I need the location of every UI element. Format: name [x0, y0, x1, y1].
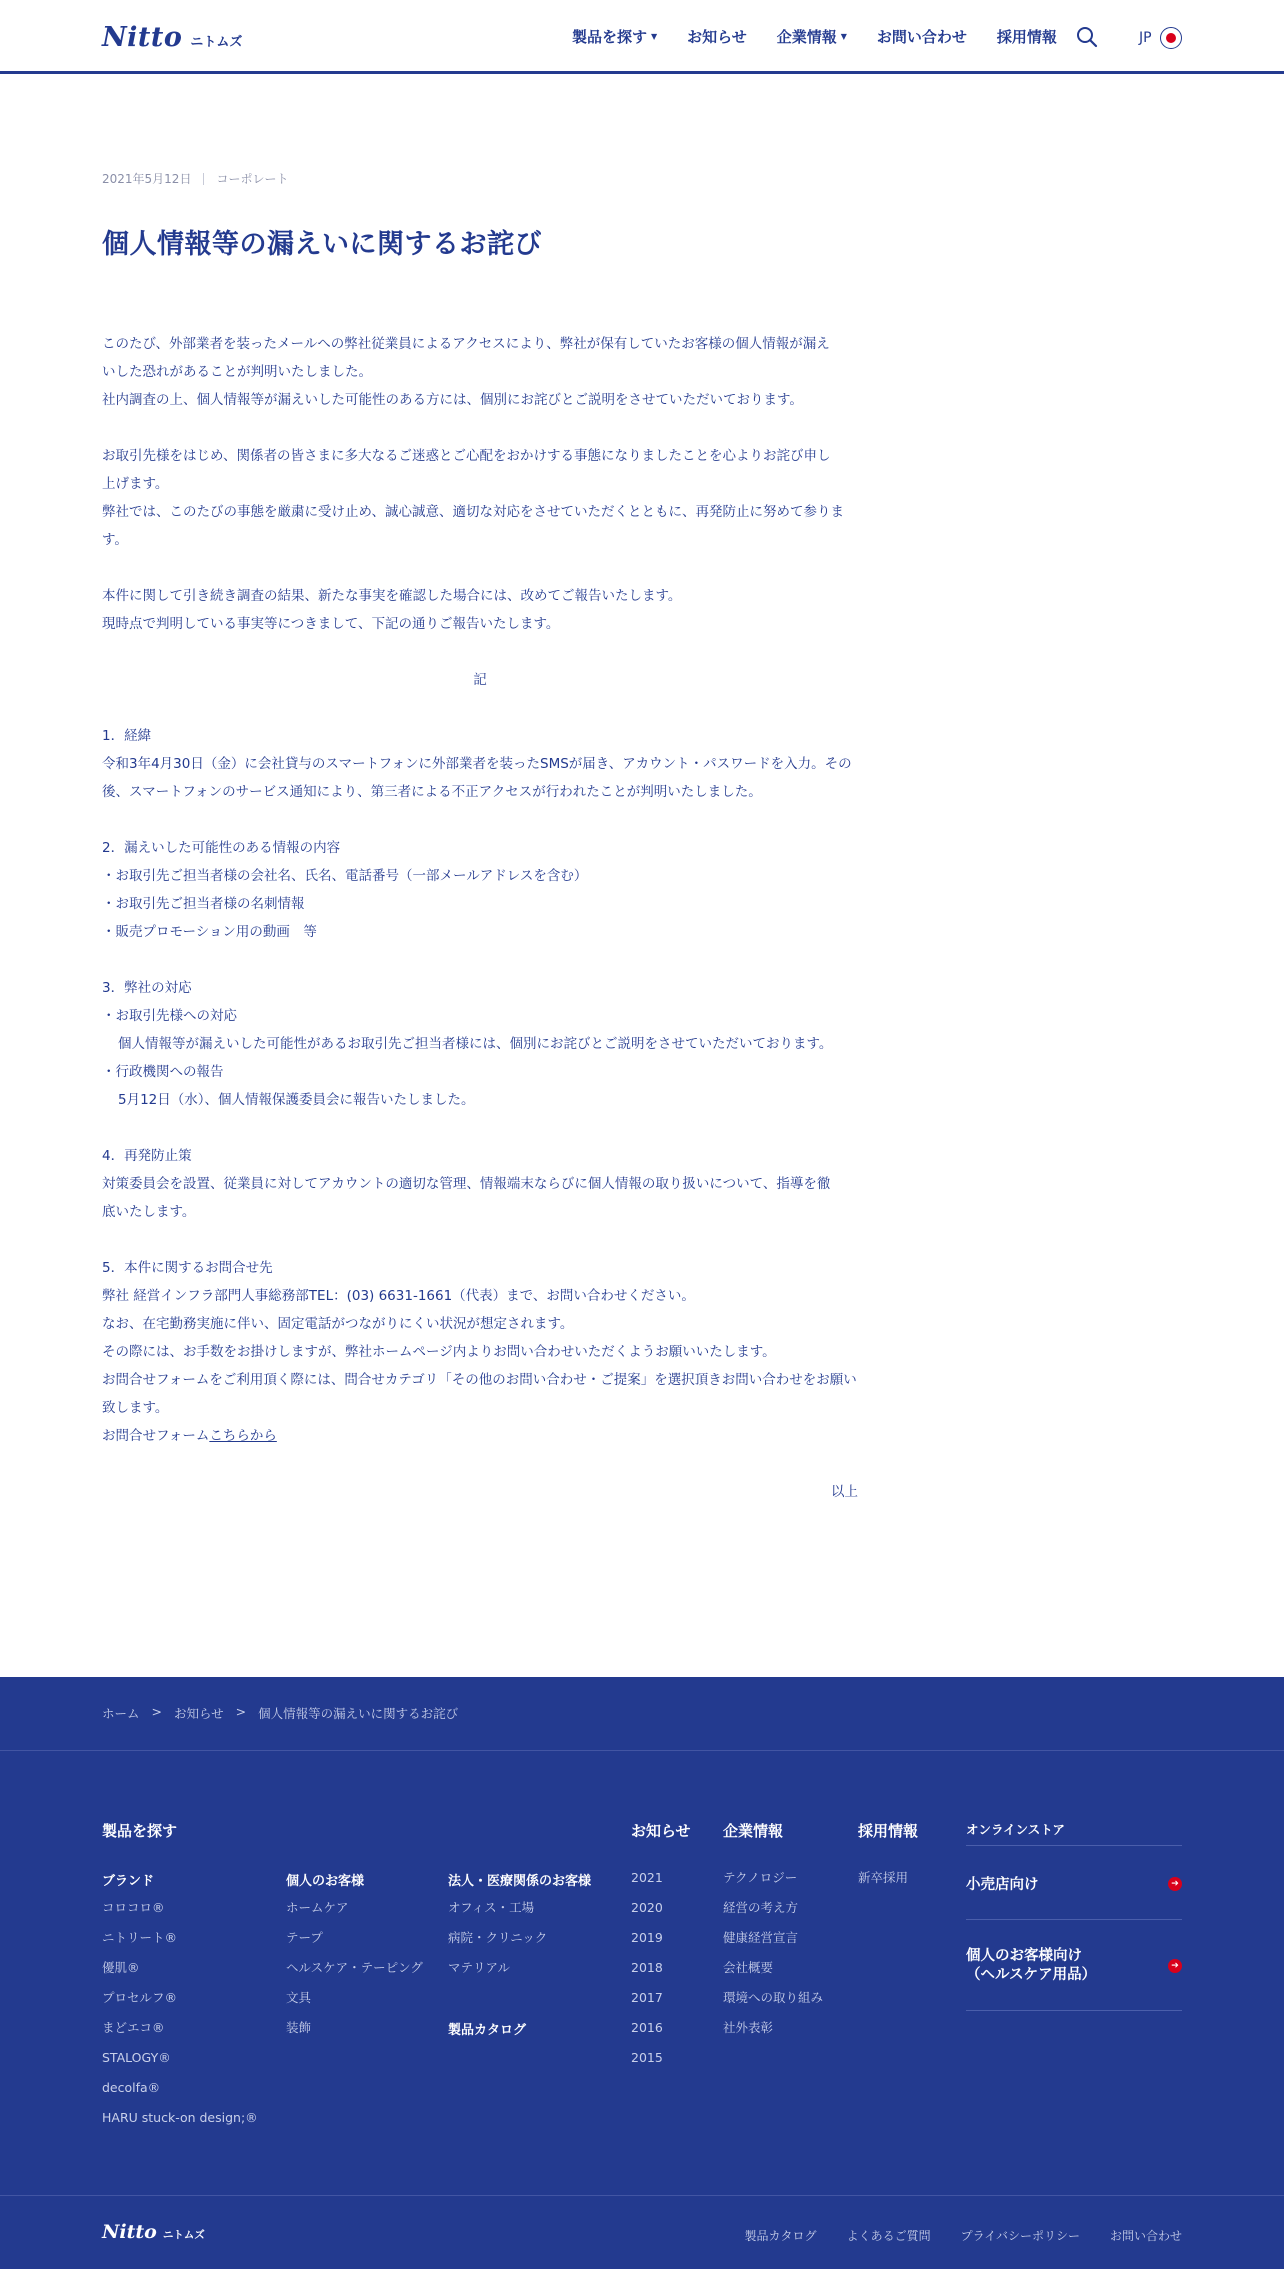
section-heading: 3．弊社の対応: [102, 980, 192, 996]
list-item-detail: 5月12日（水）、個人情報保護委員会に報告いたしました。: [118, 1092, 475, 1108]
footer-link[interactable]: テクノロジー: [723, 1870, 798, 1885]
footer-link[interactable]: 文具: [286, 1990, 312, 2005]
language-label: JP: [1139, 30, 1152, 46]
nav-company[interactable]: [777, 26, 847, 47]
footer-products-heading[interactable]: 製品を探す: [102, 1822, 178, 1840]
list-item: ・行政機関への報告: [102, 1064, 224, 1080]
store-divider: [966, 1919, 1182, 1920]
footer-link[interactable]: ヘルスケア・テーピング: [286, 1960, 423, 1975]
footer-link[interactable]: 経営の考え方: [723, 1900, 799, 1915]
footer-catalog-link[interactable]: 製品カタログ: [744, 2229, 817, 2243]
footer-link[interactable]: 2018: [631, 1960, 663, 1975]
online-store-heading: オンラインストア: [966, 1822, 1065, 1837]
contact-form-line: [102, 1422, 858, 1450]
footer-link[interactable]: オフィス・工場: [448, 1900, 535, 1915]
list-item: ・お取引先ご担当者様の名刺情報: [102, 896, 305, 912]
body-line: 令和3年4月30日（金）に会社貸与のスマートフォンに外部業者を装ったSMSが届き、アカウント・パスワードを入力。その: [102, 756, 852, 772]
store-personal-label-line2: （ヘルスケア用品）: [966, 1967, 1097, 1983]
article-meta: [102, 170, 288, 187]
footer-link[interactable]: STALOGY®: [102, 2050, 171, 2065]
nav-news[interactable]: [687, 26, 747, 47]
body-line: 対策委員会を設置、従業員に対してアカウントの適切な管理、情報端末ならびに個人情報の取り扱いについて、指導を徹: [102, 1176, 831, 1192]
body-line: 社内調査の上、個人情報等が漏えいした可能性のある方には、個別にお詫びとご説明をさせていただいております。: [102, 392, 803, 408]
japan-flag-icon: [1160, 27, 1182, 49]
footer-link[interactable]: 2019: [631, 1930, 663, 1945]
footer-link[interactable]: 環境への取り組み: [723, 1990, 824, 2005]
caret-down-icon: ▼: [651, 32, 658, 41]
meta-divider: [203, 173, 204, 185]
site-footer: [0, 1677, 1284, 2269]
footer-link[interactable]: 装飾: [286, 2020, 312, 2035]
page-title: 個人情報等の漏えいに関するお詫び: [102, 229, 542, 260]
body-line: このたび、外部業者を装ったメールへの弊社従業員によるアクセスにより、弊社が保有していたお客様の個人情報が漏え: [102, 336, 830, 352]
store-retail-label: 小売店向け: [966, 1877, 1039, 1893]
section-heading: 2．漏えいした可能性のある情報の内容: [102, 840, 341, 856]
footer-link[interactable]: 優肌®: [102, 1960, 140, 1975]
footer-brand-heading[interactable]: ブランド: [102, 1874, 155, 1889]
nav-contact[interactable]: [877, 26, 967, 47]
footer-contact-link[interactable]: お問い合わせ: [1109, 2229, 1182, 2243]
store-divider: [966, 1845, 1182, 1846]
footer-privacy-link[interactable]: プライバシーポリシー: [960, 2229, 1080, 2243]
breadcrumb: [102, 1704, 458, 1722]
store-retail-link[interactable]: [966, 1873, 1182, 1894]
body-line: 底いたします。: [102, 1204, 196, 1220]
contact-form-prefix: お問合せフォーム: [102, 1428, 210, 1444]
logo-subtext: ニトムズ: [190, 35, 243, 50]
breadcrumb-separator: >: [151, 1704, 162, 1719]
store-personal-label-line1: 個人のお客様向け: [966, 1948, 1082, 1964]
body-line: いした恐れがあることが判明いたしました。: [102, 364, 372, 380]
body-line: 上げます。: [102, 476, 169, 492]
site-logo[interactable]: [102, 22, 242, 53]
footer-link[interactable]: 2020: [631, 1900, 663, 1915]
nav-news-label: お知らせ: [687, 28, 747, 46]
footer-link[interactable]: マテリアル: [448, 1960, 511, 1975]
nav-products[interactable]: [572, 26, 657, 47]
language-switch[interactable]: [1139, 27, 1182, 49]
footer-link[interactable]: 病院・クリニック: [448, 1930, 548, 1945]
breadcrumb-current: 個人情報等の漏えいに関するお詫び: [258, 1706, 459, 1721]
footer-logo-text: Nitto: [102, 2221, 157, 2243]
footer-link[interactable]: ニトリート®: [102, 1930, 178, 1945]
breadcrumb-news[interactable]: お知らせ: [174, 1706, 224, 1721]
section-heading: 1．経緯: [102, 728, 152, 744]
footer-link[interactable]: 社外表彰: [723, 2020, 774, 2035]
footer-personal-list: [286, 1893, 423, 2043]
store-personal-link[interactable]: [966, 1947, 1182, 1985]
contact-form-link[interactable]: こちらから: [209, 1428, 277, 1444]
body-line: なお、在宅勤務実施に伴い、固定電話がつながりにくい状況が想定されます。: [102, 1316, 574, 1332]
nav-recruit-label: 採用情報: [996, 28, 1057, 46]
footer-company-list: [723, 1863, 823, 2043]
list-item: ・お取引先ご担当者様の会社名、氏名、電話番号（一部メールアドレスを含む）: [102, 868, 588, 884]
body-line: 本件に関して引き続き調査の結果、新たな事実を確認した場合には、改めてご報告いたします。: [102, 588, 682, 604]
footer-link[interactable]: 2021: [631, 1870, 663, 1885]
breadcrumb-home[interactable]: ホーム: [102, 1706, 140, 1721]
body-line: その際には、お手数をお掛けしますが、弊社ホームページ内よりお問い合わせいただくようお願いいたします。: [102, 1344, 776, 1360]
list-item-detail: 個人情報等が漏えいした可能性があるお取引先ご担当者様には、個別にお詫びとご説明をさせていただいております。: [118, 1036, 833, 1052]
footer-corporate-list: [448, 1893, 547, 1983]
list-item: ・お取引先様への対応: [102, 1008, 237, 1024]
article-date: 2021年5月12日: [102, 172, 192, 186]
footer-link[interactable]: コロコロ®: [102, 1900, 165, 1915]
footer-link[interactable]: 2017: [631, 1990, 663, 2005]
article-body: [102, 330, 858, 1506]
footer-divider: [0, 2195, 1284, 2196]
store-divider: [966, 2010, 1182, 2011]
footer-link[interactable]: 2015: [631, 2050, 663, 2065]
nav-recruit[interactable]: [997, 26, 1057, 47]
footer-news-list: [631, 1863, 663, 2073]
body-line: 現時点で判明している事実等につきまして、下記の通りご報告いたします。: [102, 616, 560, 632]
body-line: お取引先様をはじめ、関係者の皆さまに多大なるご迷惑とご心配をおかけする事態になりましたことを心よりお詫び申し: [102, 448, 831, 464]
footer-link[interactable]: decolfa®: [102, 2080, 161, 2095]
footer-link[interactable]: 会社概要: [723, 1960, 774, 1975]
footer-logo[interactable]: [102, 2221, 205, 2243]
main-nav: [572, 26, 1057, 47]
caret-down-icon: ▼: [840, 32, 847, 41]
arrow-right-icon: ➔: [1168, 1877, 1182, 1891]
footer-corporate-heading[interactable]: 法人・医療関係のお客様: [448, 1874, 592, 1889]
footer-link[interactable]: 新卒採用: [858, 1870, 909, 1885]
body-line: 弊社では、このたびの事態を厳粛に受け止め、誠心誠意、適切な対応をさせていただくとともに、再発防止に努めて参りま: [102, 504, 844, 520]
search-icon[interactable]: [1076, 26, 1098, 48]
footer-faq-link[interactable]: よくあるご質問: [846, 2229, 931, 2243]
breadcrumb-separator: >: [235, 1704, 247, 1719]
logo-text: Nitto: [102, 22, 183, 53]
closing-mark: 以上: [831, 1484, 858, 1500]
body-line: お問合せフォームをご利用頂く際には、問合せカテゴリ「その他のお問い合わせ・ご提案」を選択頂きお問い合わせをお願い: [102, 1372, 857, 1388]
body-line: す。: [102, 532, 128, 548]
article-category: コーポレート: [216, 172, 289, 186]
footer-personal-heading[interactable]: 個人のお客様: [286, 1874, 365, 1889]
footer-bottom-links: [745, 2227, 1182, 2244]
section-heading: 5．本件に関するお問合せ先: [102, 1260, 273, 1276]
ki-marker: 記: [473, 672, 487, 688]
list-item: ・販売プロモーション用の動画 等: [102, 924, 317, 940]
body-line: 後、スマートフォンのサービス通知により、第三者による不正アクセスが行われたことが判明いたしました。: [102, 784, 762, 800]
body-line: 致します。: [102, 1400, 169, 1416]
nav-company-label: 企業情報: [776, 28, 837, 46]
footer-logo-subtext: ニトムズ: [162, 2229, 205, 2241]
footer-news-heading[interactable]: お知らせ: [631, 1822, 691, 1840]
footer-catalog-heading[interactable]: 製品カタログ: [448, 2023, 527, 2038]
arrow-right-icon: ➔: [1168, 1959, 1182, 1973]
footer-link[interactable]: 2016: [631, 2020, 663, 2035]
store-personal-label: [966, 1947, 1096, 1985]
body-line: 弊社 経営インフラ部門人事総務部TEL：(03) 6631-1661（代表）まで、お問い合わせください。: [102, 1288, 695, 1304]
footer-link[interactable]: ホームケア: [286, 1900, 349, 1915]
footer-link[interactable]: テープ: [286, 1930, 323, 1945]
footer-divider: [0, 1750, 1284, 1751]
footer-recruit-heading[interactable]: 採用情報: [858, 1822, 919, 1840]
footer-brand-list: [102, 1893, 258, 2133]
footer-company-heading[interactable]: 企業情報: [723, 1822, 784, 1840]
footer-link[interactable]: 健康経営宣言: [723, 1930, 799, 1945]
nav-products-label: 製品を探す: [572, 28, 648, 46]
footer-recruit-list: [858, 1863, 908, 1893]
footer-link[interactable]: HARU stuck-on design;®: [102, 2110, 258, 2125]
section-heading: 4．再発防止策: [102, 1148, 192, 1164]
footer-link[interactable]: プロセルフ®: [102, 1990, 178, 2005]
site-header: [0, 0, 1284, 74]
nav-contact-label: お問い合わせ: [876, 28, 967, 46]
footer-link[interactable]: まどエコ®: [102, 2020, 165, 2035]
